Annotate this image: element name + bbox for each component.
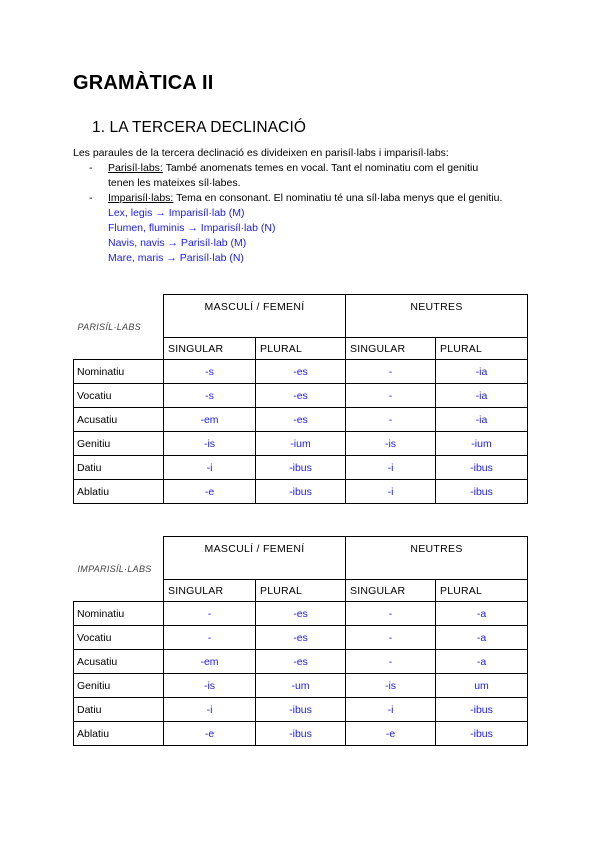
ending-cell: - — [346, 360, 436, 384]
ending-cell: -s — [164, 360, 256, 384]
ending-cell: - — [164, 602, 256, 626]
case-label: Acusatiu — [74, 650, 164, 674]
ending-cell: -e — [164, 480, 256, 504]
table-label: PARISÍL·LABS — [77, 321, 141, 332]
ending-cell: -is — [346, 674, 436, 698]
page-title: GRAMÀTICA II — [73, 72, 214, 94]
ending-cell: - — [164, 626, 256, 650]
ending-cell: -a — [436, 650, 528, 674]
table-row — [74, 384, 528, 408]
case-label: Vocatiu — [74, 384, 164, 408]
table-row — [74, 698, 528, 722]
intro-text: Les paraules de la tercera declinació es divideixen en parisíl·labs i imparisíl·labs: — [73, 147, 449, 159]
intro-block — [73, 146, 543, 266]
ending-cell: -a — [436, 602, 528, 626]
ending-cell: -em — [164, 650, 256, 674]
ending-cell: - — [346, 626, 436, 650]
example-item: Navis, navis → Parisíl·lab (M) — [108, 237, 247, 249]
subheader-cell: SINGULAR — [164, 338, 256, 360]
table-row — [74, 722, 528, 746]
ending-cell: -is — [164, 674, 256, 698]
ending-cell: - — [346, 602, 436, 626]
ending-cell: um — [436, 674, 528, 698]
table-label: IMPARISÍL·LABS — [77, 563, 152, 574]
subheader-cell: PLURAL — [436, 338, 528, 360]
ending-cell: -i — [346, 456, 436, 480]
subheader-cell: SINGULAR — [164, 580, 256, 602]
subheader-cell: PLURAL — [256, 580, 346, 602]
example-item: Flumen, fluminis → Imparisíl·lab (N) — [108, 222, 276, 234]
case-label: Genitiu — [74, 674, 164, 698]
ending-cell: -ia — [436, 360, 528, 384]
ending-cell: -ium — [436, 432, 528, 456]
ending-cell: -um — [256, 674, 346, 698]
ending-cell: - — [346, 408, 436, 432]
group-header-masc-fem: MASCULÍ / FEMENÍ — [164, 537, 346, 580]
bullet-term: Imparisíl·labs: — [108, 192, 174, 204]
group-header-masc-fem: MASCULÍ / FEMENÍ — [164, 295, 346, 338]
ending-cell: -es — [256, 408, 346, 432]
ending-cell: -i — [346, 480, 436, 504]
table-row — [74, 408, 528, 432]
ending-cell: -es — [256, 626, 346, 650]
subheader-cell: PLURAL — [256, 338, 346, 360]
ending-cell: -ibus — [436, 698, 528, 722]
ending-cell: -ium — [256, 432, 346, 456]
table-row — [74, 360, 528, 384]
case-label: Vocatiu — [74, 626, 164, 650]
group-header-neutres: NEUTRES — [346, 295, 528, 338]
ending-cell: -ibus — [256, 456, 346, 480]
section-heading: 1. LA TERCERA DECLINACIÓ — [92, 119, 307, 136]
ending-cell: -es — [256, 384, 346, 408]
ending-cell: -ibus — [256, 698, 346, 722]
ending-cell: -i — [164, 456, 256, 480]
ending-cell: -ia — [436, 384, 528, 408]
subheader-cell: PLURAL — [436, 580, 528, 602]
bullet-text-continued: tenen les mateixes síl·labes. — [108, 177, 241, 189]
bullet-imparisillabs — [73, 191, 543, 206]
ending-cell: -es — [256, 650, 346, 674]
ending-cell: -ibus — [436, 722, 528, 746]
table-row — [74, 602, 528, 626]
ending-cell: -i — [346, 698, 436, 722]
example-list — [73, 206, 543, 266]
subheader-cell: SINGULAR — [346, 338, 436, 360]
bullet-term: Parisíl·labs: — [108, 162, 163, 174]
table-row — [74, 626, 528, 650]
ending-cell: -es — [256, 602, 346, 626]
bullet-parisillabs — [73, 161, 543, 191]
table-row — [74, 480, 528, 504]
ending-cell: -i — [164, 698, 256, 722]
table-row — [74, 456, 528, 480]
case-label: Genitiu — [74, 432, 164, 456]
table-row — [74, 432, 528, 456]
parisillabs-table — [73, 294, 528, 504]
case-label: Ablatiu — [74, 480, 164, 504]
ending-cell: -ibus — [436, 456, 528, 480]
case-label: Datiu — [74, 698, 164, 722]
table-row — [74, 650, 528, 674]
ending-cell: -ibus — [256, 480, 346, 504]
imparisillabs-table — [73, 536, 528, 746]
bullet-text: Tema en consonant. El nominatiu té una síl·laba menys que el genitiu. — [173, 192, 503, 204]
case-label: Datiu — [74, 456, 164, 480]
ending-cell: -is — [164, 432, 256, 456]
ending-cell: -a — [436, 626, 528, 650]
ending-cell: - — [346, 650, 436, 674]
ending-cell: -s — [164, 384, 256, 408]
case-label: Nominatiu — [74, 360, 164, 384]
bullet-dash: - — [89, 162, 93, 174]
bullet-text: També anomenats temes en vocal. Tant el nominatiu com el genitiu — [162, 162, 479, 174]
ending-cell: -es — [256, 360, 346, 384]
ending-cell: -is — [346, 432, 436, 456]
case-label: Acusatiu — [74, 408, 164, 432]
case-label: Ablatiu — [74, 722, 164, 746]
ending-cell: -ibus — [436, 480, 528, 504]
ending-cell: -em — [164, 408, 256, 432]
ending-cell: -e — [164, 722, 256, 746]
subheader-cell: SINGULAR — [346, 580, 436, 602]
group-header-neutres: NEUTRES — [346, 537, 528, 580]
ending-cell: - — [346, 384, 436, 408]
ending-cell: -e — [346, 722, 436, 746]
case-label: Nominatiu — [74, 602, 164, 626]
example-item: Lex, legis → Imparisíl·lab (M) — [108, 207, 245, 219]
ending-cell: -ia — [436, 408, 528, 432]
example-item: Mare, maris → Parisíl·lab (N) — [108, 252, 244, 264]
ending-cell: -ibus — [256, 722, 346, 746]
table-row — [74, 674, 528, 698]
bullet-dash: - — [89, 192, 93, 204]
